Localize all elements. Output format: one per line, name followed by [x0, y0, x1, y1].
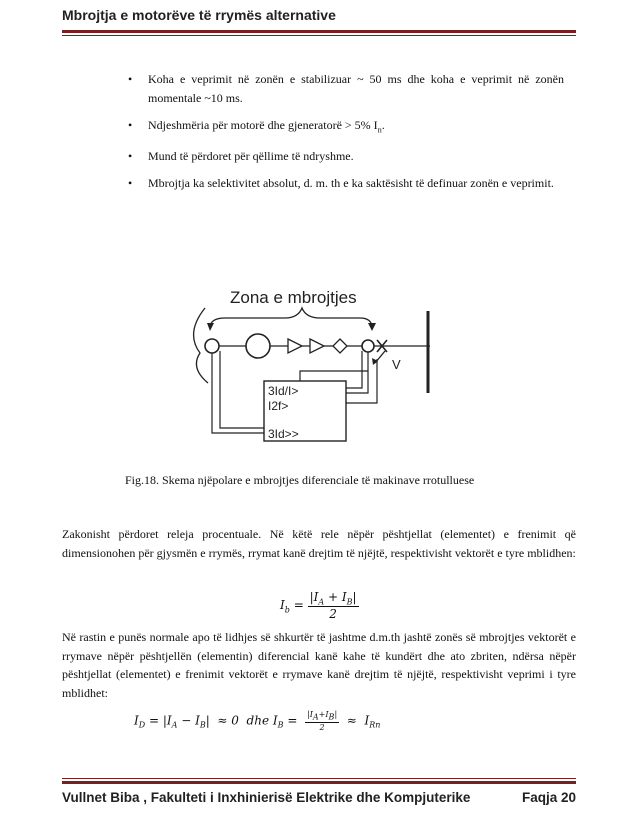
zone-brace-arrow-left	[207, 323, 214, 331]
formula-num-b: B	[346, 597, 353, 607]
formula2-den: 2	[319, 722, 325, 732]
formula2-num-a: A	[312, 712, 319, 722]
bullet-text: Mund të përdoret për qëllime të ndryshme.	[148, 149, 354, 164]
zone-brace	[210, 308, 372, 328]
header-rule-thick	[62, 30, 576, 33]
wire-left-ct-inner	[220, 351, 264, 428]
bullet-item: • Koha e veprimit në zonën e stabilizuar ~ 50 ms dhe koha e veprimit në zonën momentale ~10 ms.	[128, 72, 564, 105]
formula-id	[134, 710, 380, 732]
footer-author: Vullnet Biba , Fakulteti i Inxhinierisë Elektrike dhe Kompjuterike	[62, 790, 471, 805]
formula-num-mid: + I	[324, 590, 347, 604]
formula2-sub: B	[277, 720, 284, 730]
formula-num: |I	[309, 590, 319, 604]
footer-rule-thin	[62, 778, 576, 779]
formula2-num-b: B	[328, 712, 335, 722]
differential-protection-diagram	[180, 283, 460, 448]
breaker-icon	[333, 339, 347, 353]
formula2-num-end: |	[334, 710, 338, 719]
formula-lhs-sub: b	[284, 605, 290, 615]
footer-page-number: Faqja 20	[521, 790, 576, 805]
formula2-sub: A	[171, 720, 178, 730]
relay-label-3id-i: 3Id/I>	[268, 384, 299, 398]
header-rule-thin	[62, 35, 576, 36]
bullet-item: • Ndjeshmëria për motorë dhe gjeneratorë > 5% $I_n$.	[128, 118, 385, 135]
formula2-sub: D	[138, 720, 146, 730]
formula-lhs: I	[280, 598, 285, 613]
formula-num-end: |	[352, 590, 357, 604]
formula2-part: =	[283, 713, 302, 728]
formula2-part: | ≈ 0 dhe I	[205, 713, 278, 728]
zone-label: Zona e mbrojtjes	[230, 288, 357, 307]
ct-left-icon	[205, 339, 219, 353]
formula2-part: = |I	[145, 713, 172, 728]
paragraph-2: Në rastin e punës normale apo të lidhjes së shkurtër të jashtme d.m.th jashtë zonës së mbrojtjes vektorët e rrymave nëpër pështjellën (elementin) diferencial kanë kahe të kundërt dhe ato zbriten, ndërsa nëpër pështjellat (elementet) e frenimit vektorët e rrymave kanë drejtim të njëjtë, respektivisht veprimi i tyre mblidhet:	[62, 630, 576, 700]
wire-right-ct-inner	[346, 351, 362, 388]
formula-den: 2	[329, 607, 337, 622]
formula-ib: $I_b$ = $\frac{|I_A + I_B|}{2}$	[280, 590, 357, 622]
formula2-fraction	[305, 710, 339, 732]
bullet-text: Mbrojtja ka selektivitet absolut, d. m. th e ka saktësisht të definuar zonën e veprimit.	[148, 176, 554, 191]
bullet-subscript: n	[377, 125, 382, 135]
zone-brace-arrow-right	[368, 323, 376, 331]
bullet-end: .	[381, 118, 385, 132]
ct-right-icon	[362, 340, 374, 352]
diode-icon	[310, 339, 324, 353]
relay-label-3id-high: 3Id>>	[268, 427, 299, 441]
voltage-label: V	[392, 357, 401, 372]
bullet-item: • Mbrojtja ka selektivitet absolut, d. m. th e ka saktësisht të definuar zonën e veprimit.	[128, 176, 554, 191]
formula-num-a: A	[318, 597, 325, 607]
page-header-title: Mbrojtja e motorëve të rrymës alternative	[62, 7, 336, 23]
formula2-part: I	[134, 713, 139, 728]
diode-icon	[288, 339, 302, 353]
footer-rule-thick	[62, 781, 576, 784]
formula2-num-mid: +I	[318, 710, 329, 719]
machine-icon	[246, 334, 270, 358]
formula2-num: |I	[307, 710, 313, 719]
wire-right-ct	[346, 352, 368, 393]
bullet-text: Koha e veprimit në zonën e stabilizuar ~ 50 ms dhe koha e veprimit në zonën momentale ~10 ms.	[148, 72, 564, 105]
formula-fraction	[308, 590, 359, 621]
bullet-list	[128, 70, 564, 201]
formula2-part: ≈ I	[339, 713, 370, 728]
figure-caption: Fig.18. Skema njëpolare e mbrojtjes diferenciale të makinave rrotulluese	[125, 473, 475, 487]
wire-relay-top	[300, 371, 368, 381]
formula2-sub: B	[199, 720, 206, 730]
paragraph-1: Zakonisht përdoret releja procentuale. Në këtë rele nëpër pështjellat (elementet) e frenimit që dimensionohen për gjysmën e rrymës, rrymat kanë drejtim të njëjtë, respektivisht vektorët e tyre mblidhen:	[62, 527, 576, 560]
formula2-sub: Rn	[369, 720, 381, 730]
relay-label-i2f: I2f>	[268, 399, 289, 413]
bullet-text: Ndjeshmëria për motorë dhe gjeneratorë > 5% I	[148, 118, 378, 132]
bullet-item: • Mund të përdoret për qëllime të ndryshme.	[128, 149, 354, 164]
formula2-part: − I	[177, 713, 200, 728]
